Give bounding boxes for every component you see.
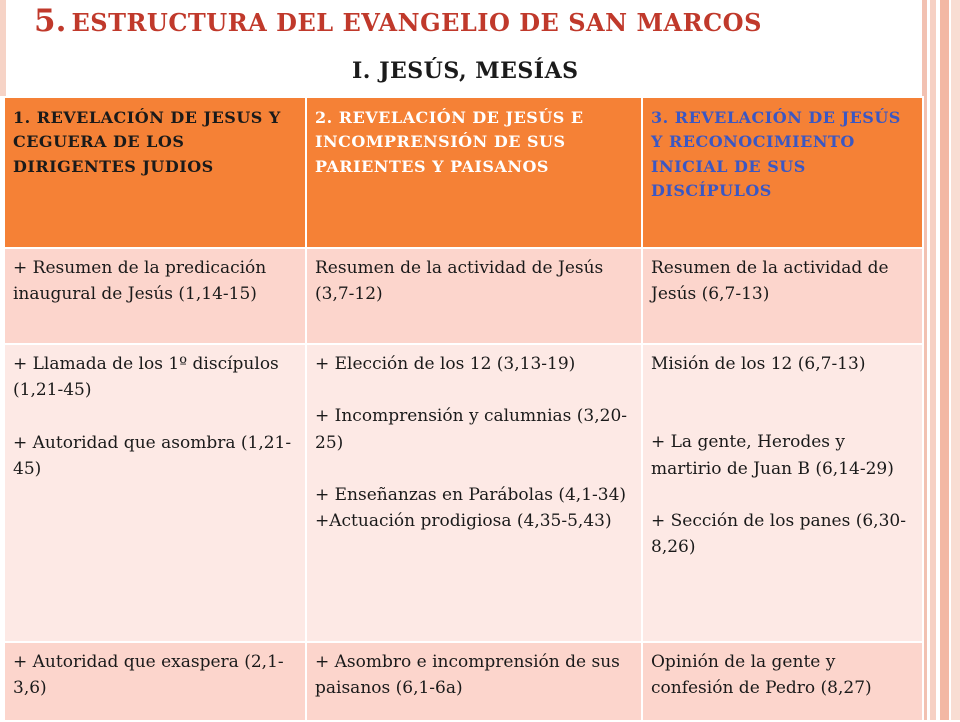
table-cell xyxy=(4,344,306,642)
table-row xyxy=(4,248,923,344)
decorative-stripe xyxy=(951,0,960,720)
cell-text: Resumen de la actividad de Jesús (3,7-12) xyxy=(315,258,604,305)
table-cell xyxy=(306,344,642,642)
decorative-stripe xyxy=(930,0,936,720)
cell-text: + Sección de los panes (6,30-8,26) xyxy=(651,511,906,558)
table-header-row xyxy=(4,97,923,248)
decorative-stripe xyxy=(940,0,949,720)
cell-text: + La gente, Herodes y martirio de Juan B (6,14-29) xyxy=(651,432,894,479)
decorative-accent xyxy=(0,0,6,96)
cell-text: + Autoridad que asombra (1,21-45) xyxy=(13,432,292,480)
cell-text: Opinión de la gente y confesión de Pedro (8,27) xyxy=(651,652,872,699)
table-row xyxy=(4,642,923,721)
table-row xyxy=(4,344,923,642)
column-header-1: 1. REVELACIÓN DE JESUS Y CEGUERA DE LOS DIRIGENTES JUDIOS xyxy=(4,97,306,248)
cell-text: +Actuación prodigiosa (4,35-5,43) xyxy=(315,511,612,532)
table-cell xyxy=(306,248,642,344)
cell-text: + Incomprensión y calumnias (3,20-25) xyxy=(315,406,628,453)
table-cell xyxy=(4,248,306,344)
cell-text: + Resumen de la predicación inaugural de Jesús (1,14-15) xyxy=(13,258,267,305)
table-cell xyxy=(306,642,642,721)
table-cell xyxy=(642,642,923,721)
slide-subtitle: I. JESÚS, MESÍAS xyxy=(352,58,579,84)
cell-text: Misión de los 12 (6,7-13) xyxy=(651,354,866,374)
column-header-3: 3. REVELACIÓN DE JESÚS Y RECONOCIMIENTO INICIAL DE SUS DISCÍPULOS xyxy=(642,97,923,248)
structure-table xyxy=(3,96,924,722)
table-cell xyxy=(642,344,923,642)
cell-text: + Llamada de los 1º discípulos (1,21-45) xyxy=(13,354,279,401)
column-header-2: 2. REVELACIÓN DE JESÚS E INCOMPRENSIÓN DE SUS PARIENTES Y PAISANOS xyxy=(306,97,642,248)
slide-title xyxy=(34,3,914,39)
cell-text: + Autoridad que exaspera (2,1-3,6) xyxy=(13,652,284,699)
cell-text: + Enseñanzas en Parábolas (4,1-34) xyxy=(315,485,627,506)
title-number: 5. xyxy=(34,3,67,39)
cell-text: + Asombro e incomprensión de sus paisanos (6,1-6a) xyxy=(315,652,620,699)
table-cell xyxy=(642,248,923,344)
title-text: ESTRUCTURA DEL EVANGELIO DE SAN MARCOS xyxy=(71,8,762,37)
cell-text: + Elección de los 12 (3,13-19) xyxy=(315,354,576,374)
cell-text: Resumen de la actividad de Jesús (6,7-13) xyxy=(651,258,889,305)
table-cell xyxy=(4,642,306,721)
